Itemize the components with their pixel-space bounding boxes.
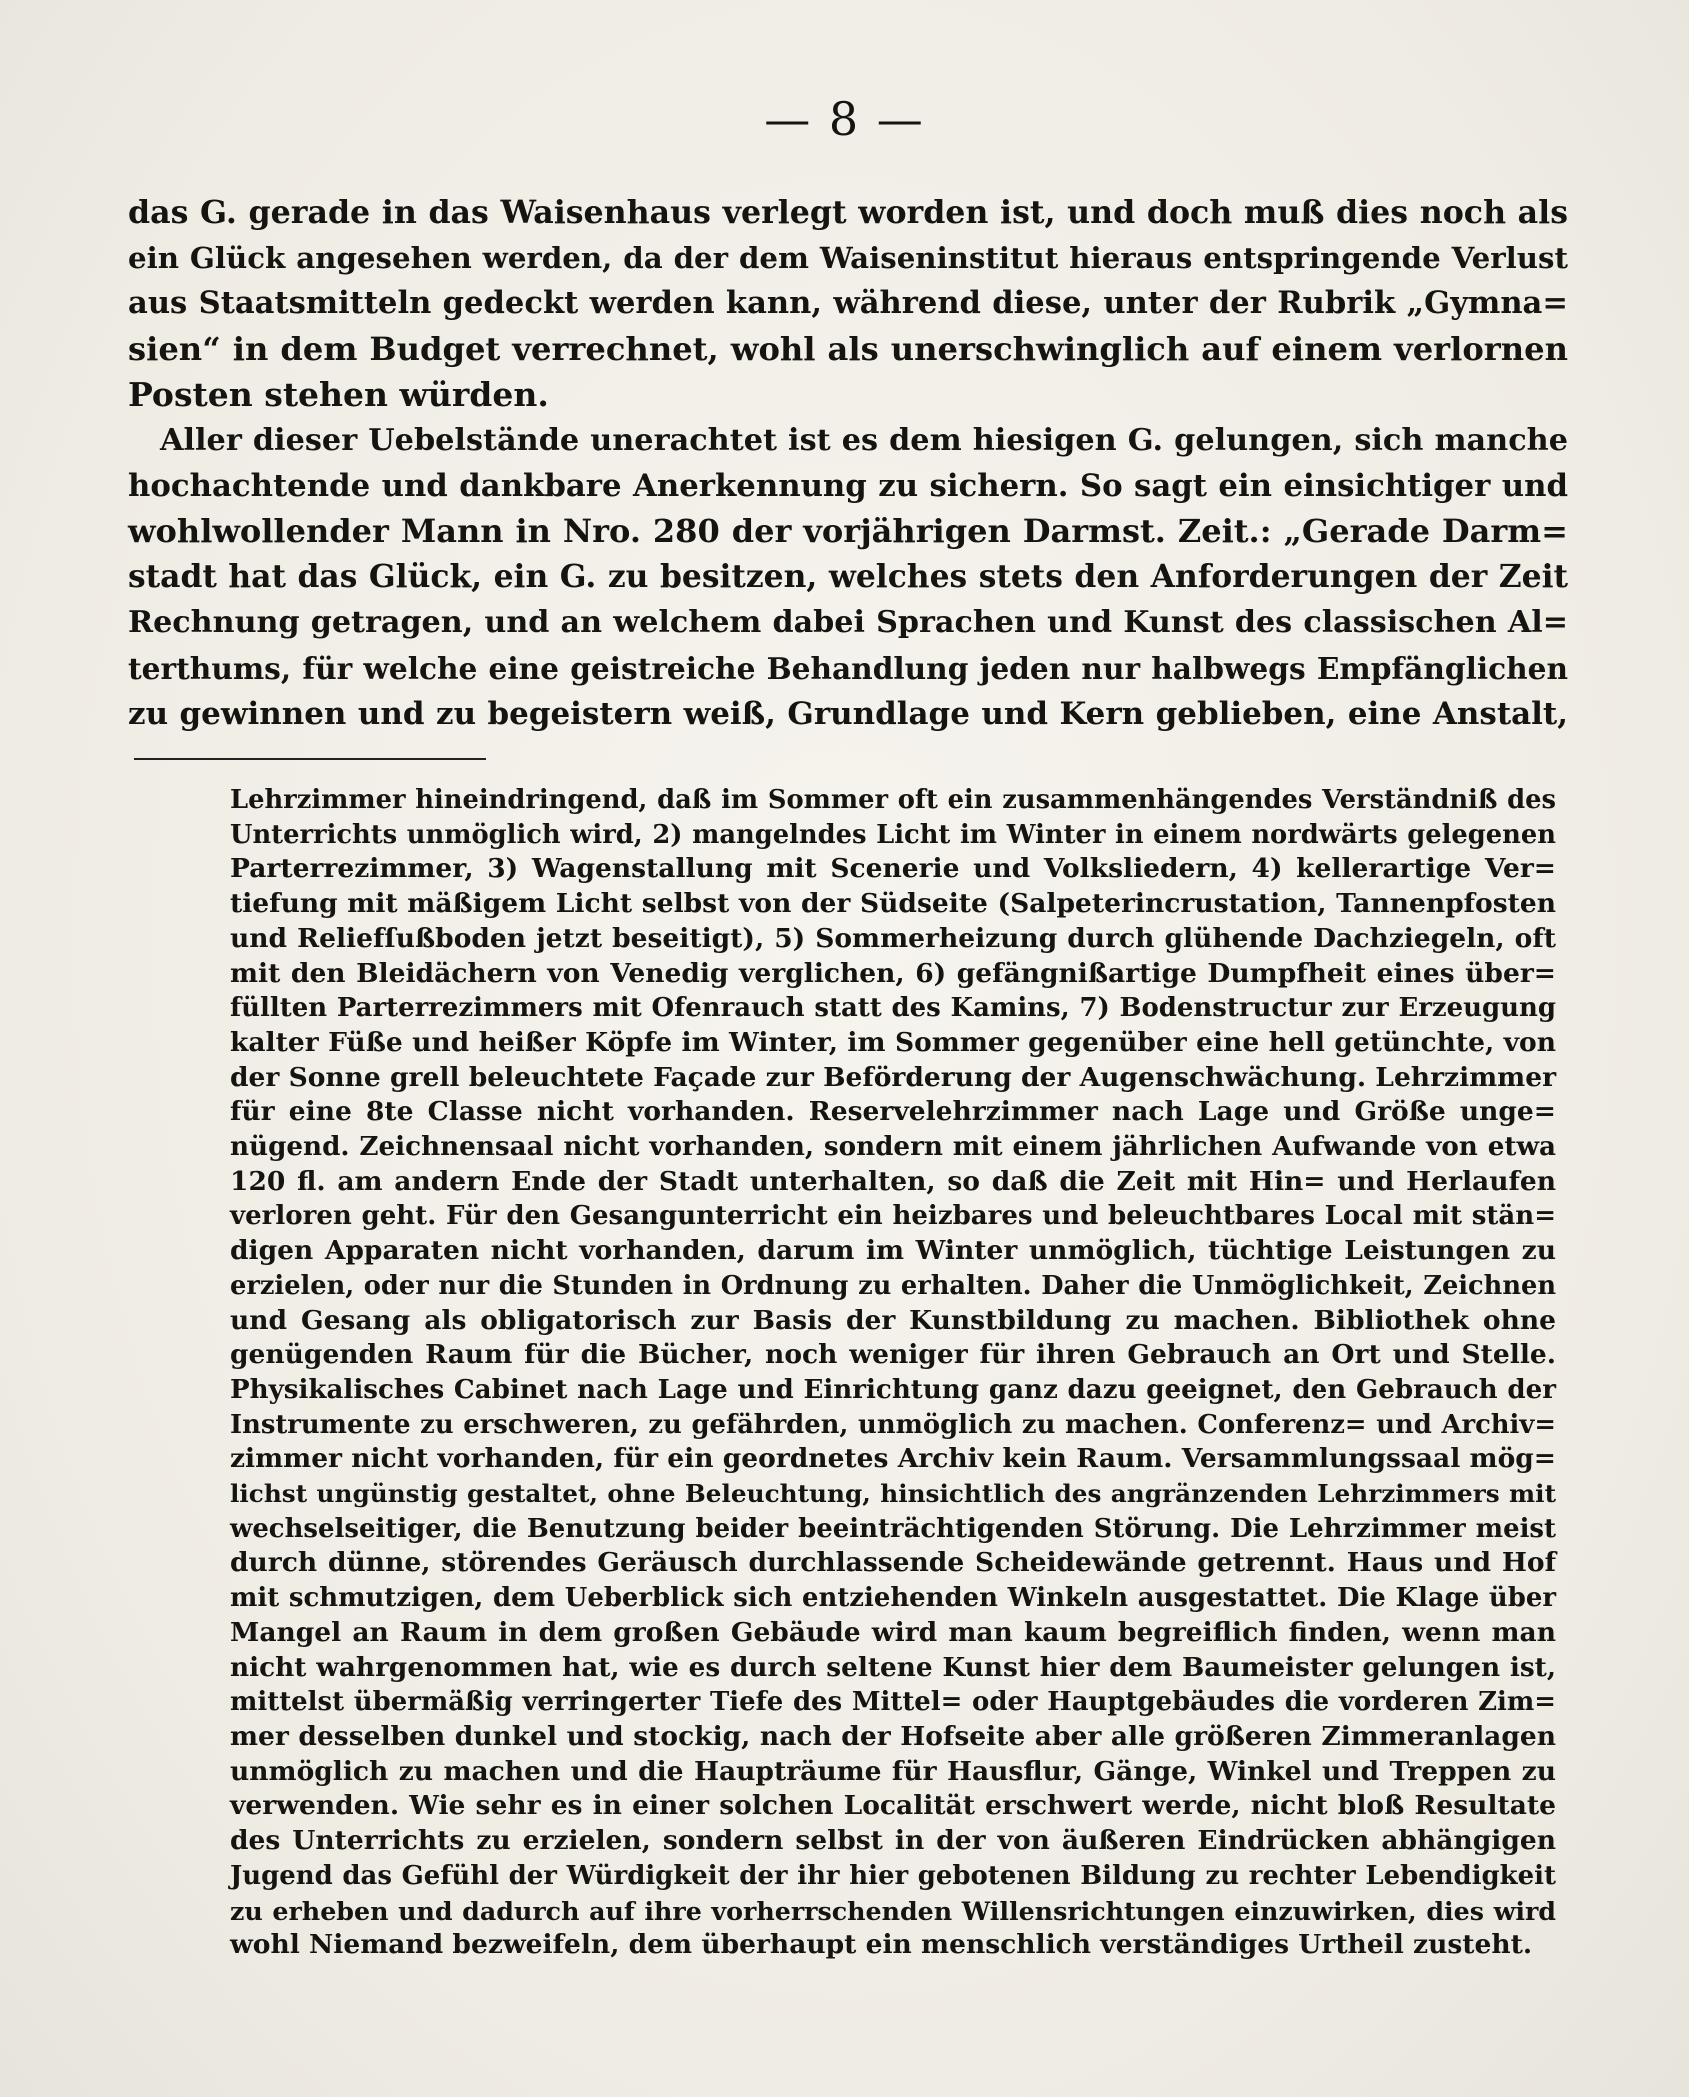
- footnote-line: wechselseitiger, die Benutzung beider beeinträchtigenden Störung. Die Lehrzimmer meist: [230, 1513, 1556, 1544]
- footnote-line: zimmer nicht vorhanden, für ein geordnetes Archiv kein Raum. Versammlungssaal mög=: [230, 1443, 1556, 1475]
- footnote-line: tiefung mit mäßigem Licht selbst von der Südseite (Salpeterincrustation, Tannenpfosten: [230, 888, 1556, 920]
- footnote-line: und Reliefſußboden jetzt beseitigt), 5) Sommerheizung durch glühende Dachziegeln, oft: [230, 922, 1556, 954]
- footnote-line: Parterrezimmer, 3) Wagenstallung mit Scenerie und Volksliedern, 4) kellerartige Ver=: [230, 853, 1556, 885]
- footnote-block: [230, 783, 1556, 1963]
- footnote-line: Lehrzimmer hineindringend, daß im Sommer oft ein zusammenhängendes Verständniß des: [230, 785, 1556, 815]
- footnote-line: mit schmutzigen, dem Ueberblick sich entziehenden Winkeln ausgestattet. Die Klage über: [230, 1583, 1556, 1614]
- footnote-line: nicht wahrgenommen hat, wie es durch seltene Kunst hier dem Baumeister gelungen ist,: [230, 1651, 1556, 1683]
- footnote-line: verloren geht. Für den Gesangunterricht ein heizbares und beleuchtbares Local mit stän=: [230, 1201, 1556, 1232]
- text-line: Aller dieser Uebelstände unerachtet ist es dem hiesigen G. gelungen, sich manche: [160, 422, 1568, 458]
- footnote-line: mittelst übermäßig verringerter Tiefe des Mittel= oder Hauptgebäudes die vorderen Zim=: [230, 1687, 1556, 1718]
- footnote-line: Mangel an Raum in dem großen Gebäude wird man kaum begreiflich finden, wenn man: [230, 1616, 1556, 1648]
- footnote-line: Jugend das Gefühl der Würdigkeit der ihr hier gebotenen Bildung zu rechter Lebendigkeit: [230, 1860, 1556, 1891]
- text-line: sien“ in dem Budget verrechnet, wohl als unerschwinglich auf einem verlornen: [128, 329, 1568, 368]
- footnote-line: füllten Parterrezimmers mit Ofenrauch statt des Kamins, 7) Bodenstructur zur Erzeugung: [230, 993, 1556, 1024]
- text-line: hochachtende und dankbare Anerkennung zu sichern. So sagt ein einsichtiger und: [128, 467, 1568, 504]
- footnote-line: der Sonne grell beleuchtete Façade zur Beförderung der Augenschwächung. Lehrzimmer: [230, 1061, 1557, 1093]
- footnote-line: 120 fl. am andern Ende der Stadt unterhalten, so daß die Zeit mit Hin= und Herlaufen: [230, 1165, 1556, 1197]
- footnote-line: mit den Bleidächern von Venedig verglichen, 6) gefängnißartige Dumpfheit eines über=: [230, 957, 1556, 989]
- footnote-line: erzielen, oder nur die Stunden in Ordnung zu erhalten. Daher die Unmöglichkeit, Zeichnen: [230, 1270, 1556, 1301]
- footnote-line: verwenden. Wie sehr es in einer solchen Localität erschwert werde, nicht bloß Resultate: [230, 1790, 1556, 1822]
- main-text-block: [128, 190, 1568, 737]
- footnote-line: wohl Niemand bezweifeln, dem überhaupt ein menschlich verständiges Urtheil zusteht.: [230, 1929, 1533, 1961]
- footnote-line: nügend. Zeichnensaal nicht vorhanden, sondern mit einem jährlichen Aufwande von etwa: [230, 1131, 1556, 1163]
- text-line: aus Staatsmitteln gedeckt werden kann, während diese, unter der Rubrik „Gymna=: [128, 285, 1568, 322]
- footnote-line: des Unterrichts zu erzielen, sondern selbst in der von äußeren Eindrücken abhängigen: [230, 1825, 1556, 1857]
- text-line: Posten stehen würden.: [128, 375, 549, 415]
- footnote-line: genügenden Raum für die Bücher, noch weniger für ihren Gebrauch an Ort und Stelle.: [230, 1339, 1556, 1371]
- footnote-line: Instrumente zu erschweren, zu gefährden, unmöglich zu machen. Conferenz= und Archiv=: [230, 1409, 1556, 1440]
- footnote-line: kalter Füße und heißer Köpfe im Winter, im Sommer gegenüber eine hell getünchte, von: [230, 1026, 1556, 1058]
- footnote-divider: [134, 758, 486, 760]
- footnote-line: für eine 8te Classe nicht vorhanden. Reservelehrzimmer nach Lage und Größe unge=: [230, 1096, 1556, 1128]
- text-line: ein Glück angesehen werden, da der dem Waiseninstitut hieraus entspringende Verlust: [128, 240, 1568, 275]
- text-line: stadt hat das Glück, ein G. zu besitzen, welches stets den Anforderungen der Zeit: [128, 558, 1568, 595]
- footnote-line: zu erheben und dadurch auf ihre vorherrschenden Willensrichtungen einzuwirken, dies wird: [230, 1895, 1556, 1926]
- footnote-line: und Gesang als obligatorisch zur Basis der Kunstbildung zu machen. Bibliothek ohne: [230, 1304, 1556, 1336]
- text-line: terthums, für welche eine geistreiche Behandlung jeden nur halbwegs Empfänglichen: [128, 650, 1568, 686]
- footnote-line: unmöglich zu machen und die Haupträume für Hausflur, Gänge, Winkel und Treppen zu: [230, 1755, 1556, 1787]
- footnote-line: durch dünne, störendes Geräusch durchlassende Scheidewände getrennt. Haus und Hof: [230, 1547, 1556, 1579]
- footnote-line: lichst ungünstig gestaltet, ohne Beleuchtung, hinsichtlich des angränzenden Lehrzimmers mit: [230, 1479, 1556, 1509]
- text-line: wohlwollender Mann in Nro. 280 der vorjährigen Darmst. Zeit.: „Gerade Darm=: [128, 512, 1568, 551]
- text-line: Rechnung getragen, und an welchem dabei Sprachen und Kunst des classischen Al=: [128, 605, 1568, 641]
- page-number: — 8 —: [764, 92, 925, 146]
- text-line: zu gewinnen und zu begeistern weiß, Grundlage und Kern geblieben, eine Anstalt,: [128, 695, 1568, 732]
- text-line: das G. gerade in das Waisenhaus verlegt worden ist, und doch muß dies noch als: [128, 194, 1568, 231]
- footnote-line: Physikalisches Cabinet nach Lage und Einrichtung ganz dazu geeignet, den Gebrauch der: [230, 1373, 1556, 1405]
- footnote-line: digen Apparaten nicht vorhanden, darum im Winter unmöglich, tüchtige Leistungen zu: [230, 1235, 1556, 1267]
- footnote-line: Unterrichts unmöglich wird, 2) mangelndes Licht im Winter in einem nordwärts gelegenen: [230, 819, 1556, 850]
- footnote-line: mer desselben dunkel und stockig, nach der Hofseite aber alle größeren Zimmeranlagen: [230, 1720, 1556, 1752]
